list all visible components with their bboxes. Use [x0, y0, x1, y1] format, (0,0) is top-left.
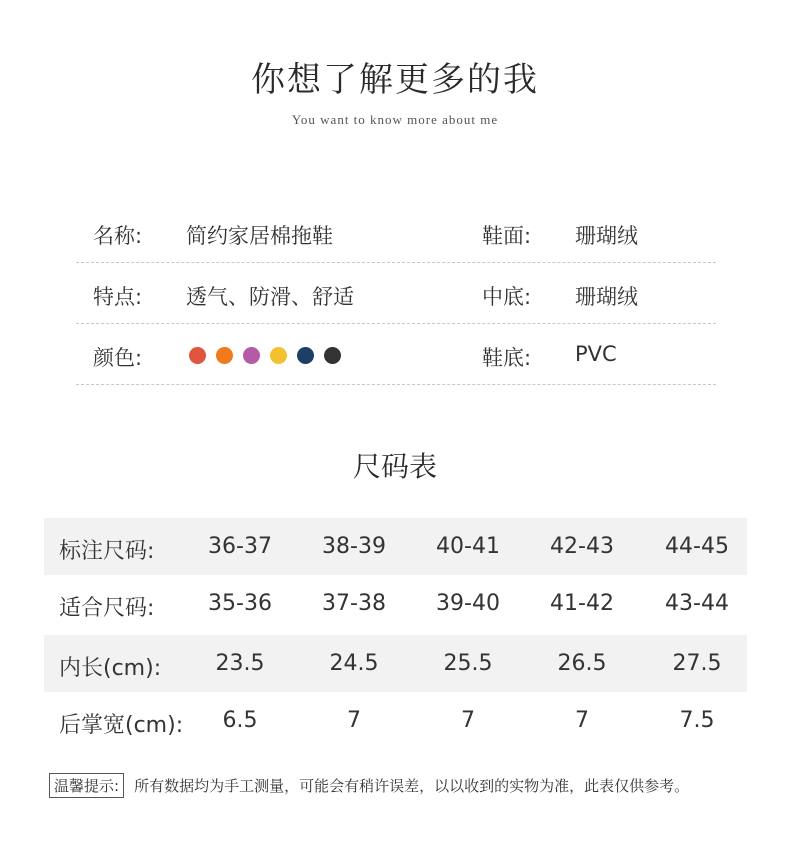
- color-swatch[interactable]: [297, 347, 314, 364]
- color-swatches: [189, 347, 341, 364]
- color-swatch[interactable]: [324, 347, 341, 364]
- color-swatch[interactable]: [270, 347, 287, 364]
- table-cell: 7.5: [679, 708, 715, 733]
- color-swatch[interactable]: [189, 347, 206, 364]
- info-value: 透气、防滑、舒适: [186, 285, 354, 309]
- table-cell: 36-37: [208, 534, 272, 559]
- info-label: 颜色:: [93, 346, 143, 370]
- table-cell: 35-36: [208, 591, 272, 616]
- table-cell: 42-43: [550, 534, 614, 559]
- size-chart-title: 尺码表: [352, 450, 437, 483]
- table-cell: 23.5: [215, 651, 265, 676]
- table-cell: 7: [347, 708, 361, 733]
- row-label: 适合尺码:: [59, 596, 155, 621]
- row-label: 标注尺码:: [59, 539, 155, 564]
- page-subtitle: You want to know more about me: [291, 112, 499, 127]
- info-label: 鞋底:: [482, 346, 532, 370]
- table-cell: 38-39: [322, 534, 386, 559]
- color-swatch[interactable]: [216, 347, 233, 364]
- info-label: 鞋面:: [482, 224, 532, 248]
- table-cell: 6.5: [222, 708, 258, 733]
- info-value: PVC: [575, 342, 617, 366]
- info-value: 珊瑚绒: [575, 285, 638, 309]
- table-cell: 43-44: [665, 591, 729, 616]
- table-row: [44, 692, 747, 752]
- table-row: [44, 575, 747, 635]
- table-cell: 7: [461, 708, 475, 733]
- table-cell: 25.5: [443, 651, 493, 676]
- table-cell: 37-38: [322, 591, 386, 616]
- table-cell: 40-41: [436, 534, 500, 559]
- table-cell: 44-45: [665, 534, 729, 559]
- tip-label: 温馨提示:: [49, 773, 124, 798]
- info-label: 名称:: [93, 224, 143, 248]
- table-cell: 26.5: [557, 651, 607, 676]
- color-swatch[interactable]: [243, 347, 260, 364]
- table-row: [44, 518, 747, 575]
- row-label: 内长(cm):: [59, 656, 162, 681]
- table-cell: 7: [575, 708, 589, 733]
- page-title: 你想了解更多的我: [251, 60, 539, 100]
- info-value: 珊瑚绒: [575, 224, 638, 248]
- table-row: [44, 635, 747, 692]
- table-cell: 27.5: [672, 651, 722, 676]
- tip-note: [49, 773, 689, 798]
- info-row-name: [76, 202, 716, 263]
- product-info: [76, 202, 716, 385]
- row-label: 后掌宽(cm):: [59, 713, 184, 738]
- table-cell: 39-40: [436, 591, 500, 616]
- info-row-colors: [76, 324, 716, 385]
- table-cell: 24.5: [329, 651, 379, 676]
- tip-text: 所有数据均为手工测量，可能会有稍许误差，以以收到的实物为准，此表仅供参考。: [134, 777, 690, 795]
- info-label: 特点:: [93, 285, 143, 309]
- info-value: 简约家居棉拖鞋: [186, 224, 333, 248]
- info-row-features: [76, 263, 716, 324]
- table-cell: 41-42: [550, 591, 614, 616]
- size-table: [44, 518, 747, 752]
- info-label: 中底:: [482, 285, 532, 309]
